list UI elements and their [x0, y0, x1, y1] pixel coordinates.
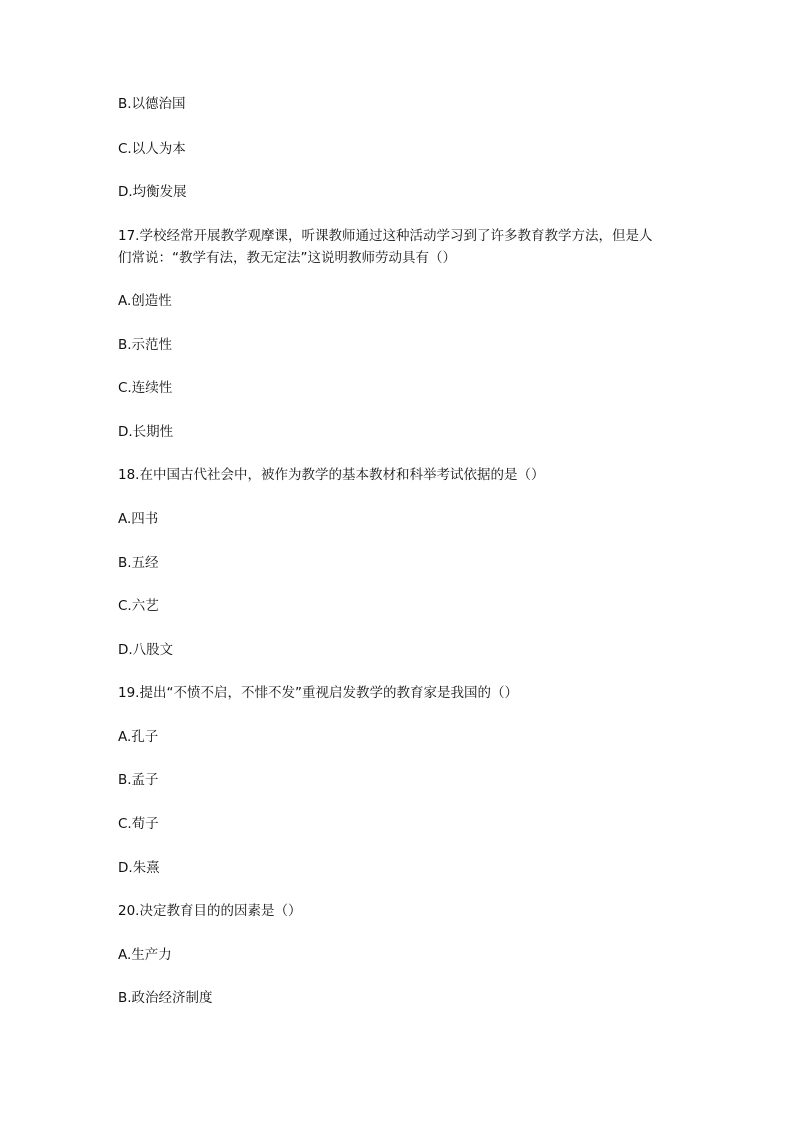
question-17-line-1: 17.学校经常开展教学观摩课，听课教师通过这种活动学习到了许多教育教学方法，但是人: [118, 228, 653, 244]
option-d-line: D.八股文: [118, 642, 174, 658]
option-a-line: A.四书: [118, 511, 159, 527]
question-17-line-2: 们常说：“教学有法，教无定法”这说明教师劳动具有（）: [118, 250, 456, 266]
option-c-line: C.以人为本: [118, 141, 186, 157]
option-d-line: D.均衡发展: [118, 184, 187, 200]
option-c-line: C.连续性: [118, 380, 173, 396]
option-d-line: D.长期性: [118, 424, 174, 440]
option-b-line: B.示范性: [118, 337, 173, 353]
option-c-line: C.荀子: [118, 816, 159, 832]
question-19-line: 19.提出“不愤不启，不悱不发”重视启发教学的教育家是我国的（）: [118, 685, 518, 701]
option-a-line: A.创造性: [118, 293, 172, 309]
option-b-line: B.以德治国: [118, 96, 186, 112]
option-c-line: C.六艺: [118, 598, 159, 614]
option-a-line: A.生产力: [118, 947, 172, 963]
option-b-line: B.五经: [118, 555, 159, 571]
option-a-line: A.孔子: [118, 729, 159, 745]
option-b-line: B.政治经济制度: [118, 990, 213, 1006]
option-d-line: D.朱熹: [118, 860, 160, 876]
question-18-line: 18.在中国古代社会中，被作为教学的基本教材和科举考试依据的是（）: [118, 467, 545, 483]
option-b-line: B.孟子: [118, 772, 159, 788]
question-20-line: 20.决定教育目的的因素是（）: [118, 903, 302, 919]
